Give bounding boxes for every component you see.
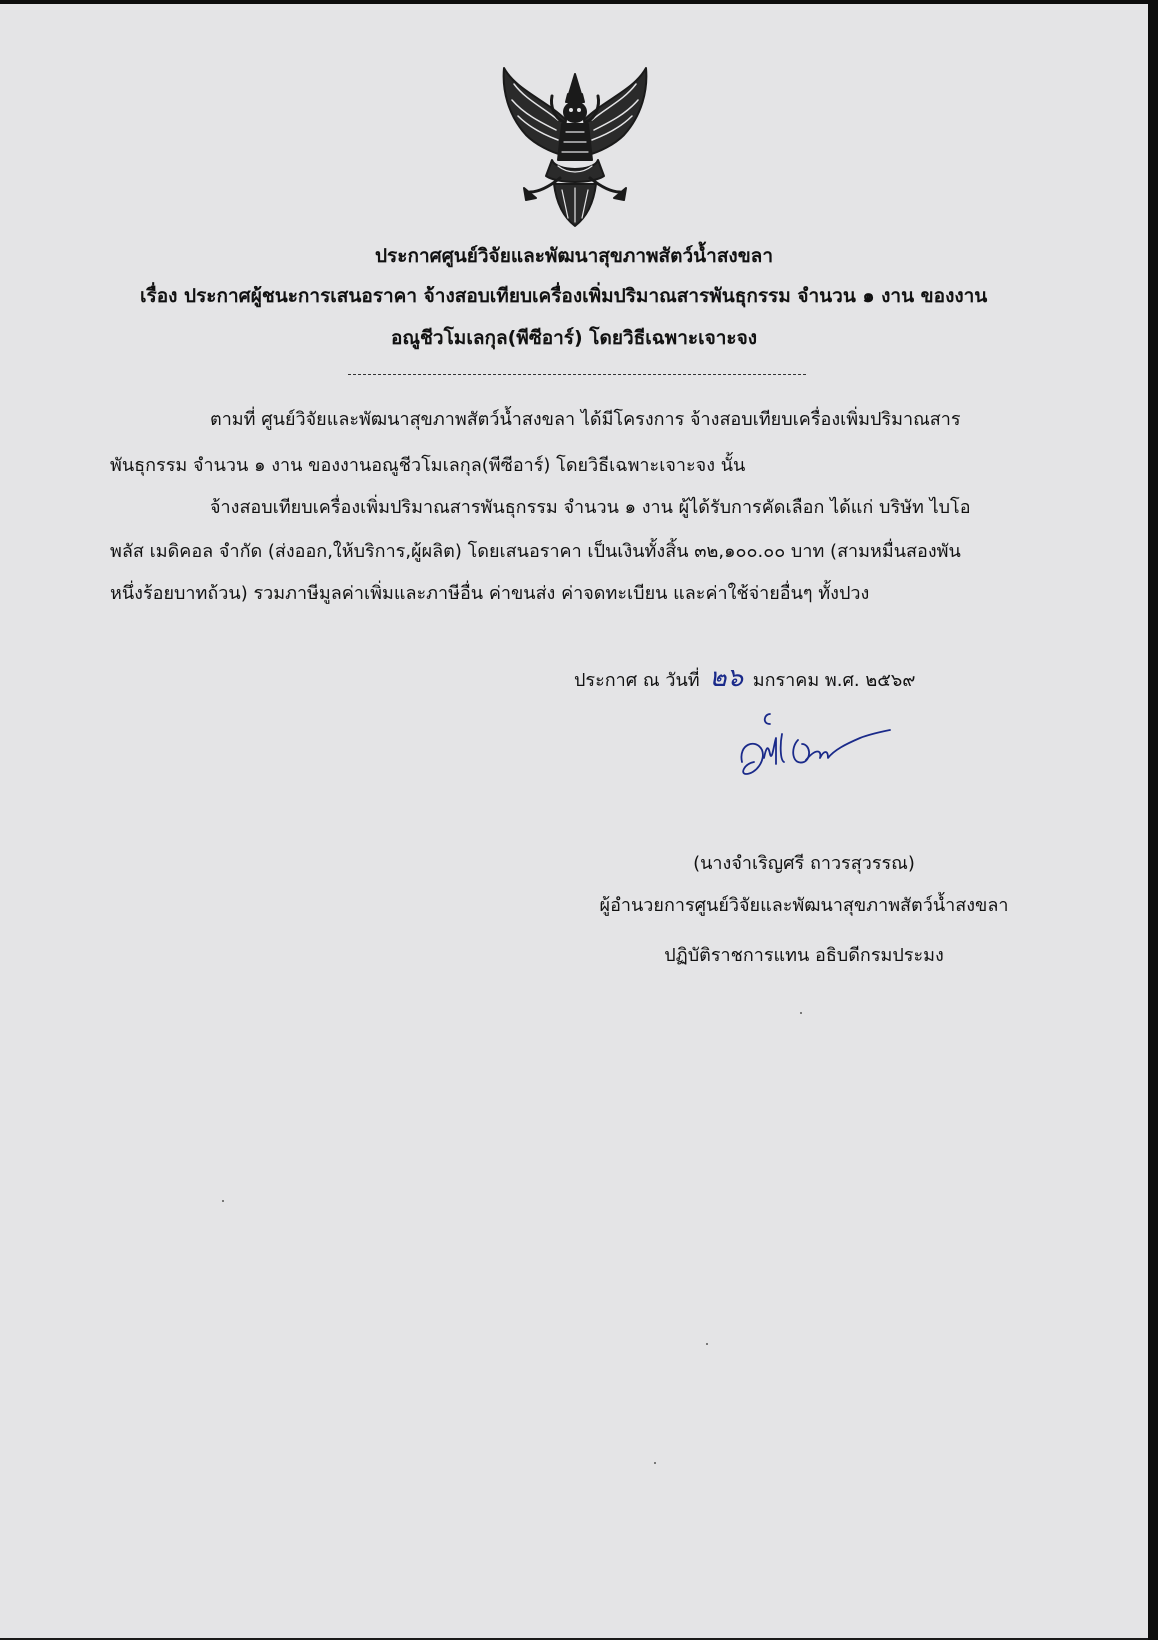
subject-line-2: อณูชีวโมเลกุล(พีซีอาร์) โดยวิธีเฉพาะเจาะจง <box>391 327 757 349</box>
paragraph2-line-2: พลัส เมดิคอล จำกัด (ส่งออก,ให้บริการ,ผู้ผลิต) โดยเสนอราคา เป็นเงินทั้งสิ้น ๓๒,๑๐๐.๐๐ บาท (สามหมื่นสองพัน <box>110 541 961 562</box>
paragraph1-line-2: พันธุกรรม จำนวน ๑ งาน ของงานอณูชีวโมเลกุล(พีซีอาร์) โดยวิธีเฉพาะเจาะจง นั้น <box>110 455 746 476</box>
handwritten-signature <box>736 704 896 804</box>
subject-line-1: เรื่อง ประกาศผู้ชนะการเสนอราคา จ้างสอบเทียบเครื่องเพิ่มปริมาณสารพันธุกรรม จำนวน ๑ งาน ของงาน <box>140 285 988 307</box>
date-suffix: มกราคม พ.ศ. ๒๕๖๙ <box>752 670 916 691</box>
document-page <box>0 4 1148 1638</box>
scan-speck <box>706 1343 708 1345</box>
paragraph2-line-3: หนึ่งร้อยบาทถ้วน) รวมภาษีมูลค่าเพิ่มและภาษีอื่น ค่าขนส่ง ค่าจดทะเบียน และค่าใช้จ่ายอื่นๆ ทั้งปวง <box>110 583 870 604</box>
garuda-emblem-icon <box>496 60 654 230</box>
title-divider <box>348 374 806 375</box>
date-prefix: ประกาศ ณ วันที่ <box>574 670 700 691</box>
scan-border-right <box>1148 0 1158 1640</box>
signer-position: ผู้อำนวยการศูนย์วิจัยและพัฒนาสุขภาพสัตว์น้ำสงขลา <box>599 895 1009 916</box>
document-title: ประกาศศูนย์วิจัยและพัฒนาสุขภาพสัตว์น้ำสงขลา <box>375 245 773 267</box>
scan-speck <box>800 1012 802 1014</box>
paragraph1-line-1: ตามที่ ศูนย์วิจัยและพัฒนาสุขภาพสัตว์น้ำสงขลา ได้มีโครงการ จ้างสอบเทียบเครื่องเพิ่มปริมาณสาร <box>210 409 961 430</box>
announcement-date <box>574 663 916 693</box>
signer-name: (นางจำเริญศรี ถาวรสุวรรณ) <box>693 853 915 874</box>
scan-speck <box>222 1200 224 1202</box>
signer-acting: ปฏิบัติราชการแทน อธิบดีกรมประมง <box>664 945 944 966</box>
scan-speck <box>654 1462 656 1464</box>
date-day-handwritten: ๒๖ <box>709 663 744 693</box>
paragraph2-line-1: จ้างสอบเทียบเครื่องเพิ่มปริมาณสารพันธุกรรม จำนวน ๑ งาน ผู้ได้รับการคัดเลือก ได้แก่ บริษัท ไบโอ <box>210 497 971 518</box>
